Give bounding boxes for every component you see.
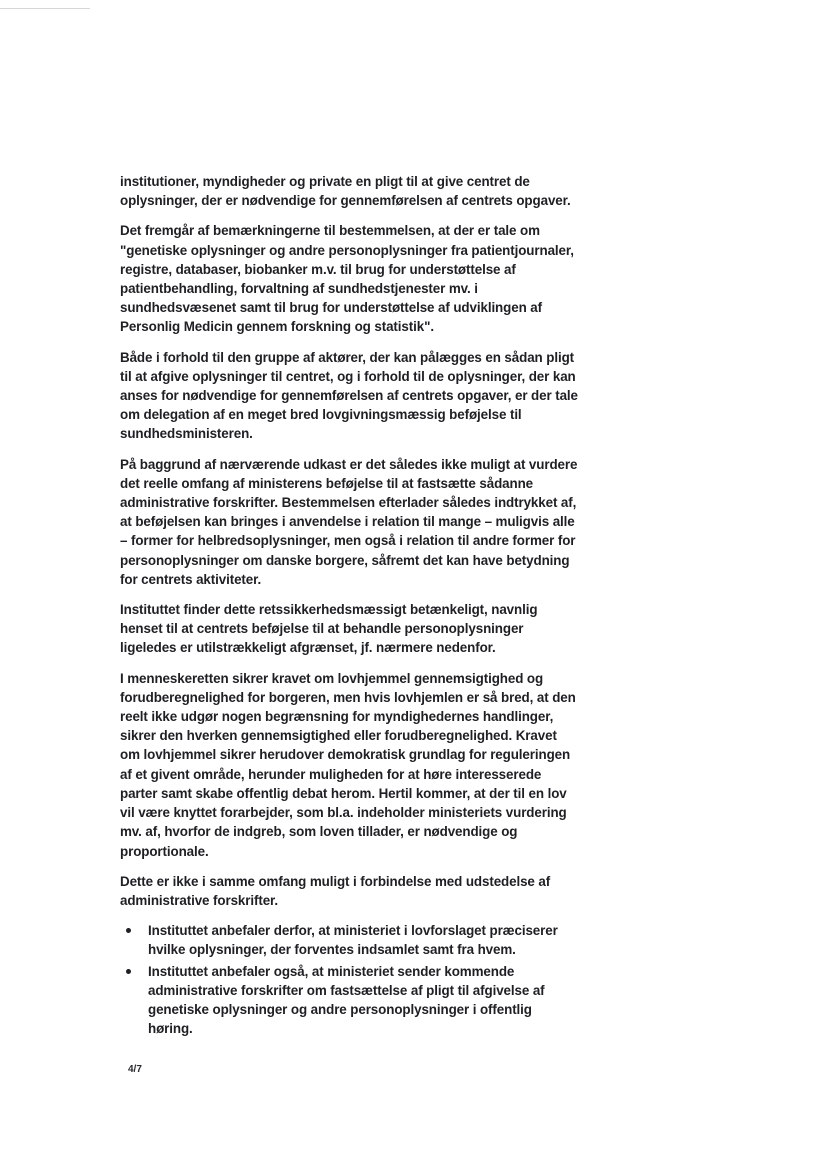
paragraph: Både i forhold til den gruppe af aktører, der kan pålægges en sådan pligt til at afgive oplysninger til centret, og i forhold til de oplysninger, der kan anses for nødvendige for gennemførelsen af centrets opgaver, er der tale om delegation af en meget bred lovgivningsmæssig beføjelse til sundhedsministeren. <box>120 349 578 442</box>
document-body <box>120 172 580 1040</box>
bullet-dot-icon <box>126 969 131 974</box>
paragraph: institutioner, myndigheder og private en pligt til at give centret de oplysninger, der er nødvendige for gennemførelsen af centrets opgaver. <box>120 174 571 209</box>
paragraph: I menneskeretten sikrer kravet om lovhjemmel gennemsigtighed og forudberegnelighed for borgeren, men hvis lovhjemlen er så bred, at den reelt ikke udgør nogen begrænsning for myndighedernes handlinger, sikrer den hverken gennemsigtighed eller forudberegnelighed. Kravet om lovhjemmel sikrer herudover demokratisk grundlag for reguleringen af et givent område, herunder muligheden for at høre interesserede parter samt skabe offentlig debat herom. Hertil kommer, at der til en lov vil være knyttet forarbejder, som bl.a. indeholder ministeriets vurdering mv. af, hvorfor de indgreb, som loven tillader, er nødvendige og proportionale. <box>120 670 576 859</box>
paragraph: Dette er ikke i samme omfang muligt i forbindelse med udstedelse af administrative forskrifter. <box>120 873 551 908</box>
scan-edge-line <box>0 8 90 9</box>
list-item <box>120 962 580 1039</box>
recommendation-list <box>120 921 580 1038</box>
paragraph: Instituttet finder dette retssikkerhedsmæssigt betænkeligt, navnlig henset til at centrets beføjelse til at behandle personoplysninger ligeledes er utilstrækkeligt afgrænset, jf. nærmere nedenfor. <box>120 602 538 656</box>
list-item <box>120 921 580 959</box>
bullet-dot-icon <box>126 928 131 933</box>
list-item-text: Instituttet anbefaler derfor, at ministeriet i lovforslaget præciserer hvilke oplysninger, der forventes indsamlet samt fra hvem. <box>148 923 558 958</box>
list-item-text: Instituttet anbefaler også, at ministeriet sender kommende administrative forskrifter om fastsættelse af pligt til afgivelse af genetiske oplysninger og andre personoplysninger i offentlig høring. <box>148 963 545 1037</box>
paragraph: På baggrund af nærværende udkast er det således ikke muligt at vurdere det reelle omfang af ministerens beføjelse til at fastsætte sådanne administrative forskrifter. Bestemmelsen efterlader således indtrykket af, at beføjelsen kan bringes i anvendelse i relation til mange – muligvis alle – former for helbredsoplysninger, men også i relation til andre former for personoplysninger om danske borgere, såfremt det kan have betydning for centrets aktiviteter. <box>120 456 578 587</box>
page-number: 4/7 <box>128 1064 142 1075</box>
paragraph: Det fremgår af bemærkningerne til bestemmelsen, at der er tale om "genetiske oplysninger og andre personoplysninger fra patientjournaler, registre, databaser, biobanker m.v. til brug for understøttelse af patientbehandling, forvaltning af sundhedstjenester mv. i sundhedsvæsenet samt til brug for understøttelse af udviklingen af Personlig Medicin gennem forskning og statistik". <box>120 223 574 335</box>
